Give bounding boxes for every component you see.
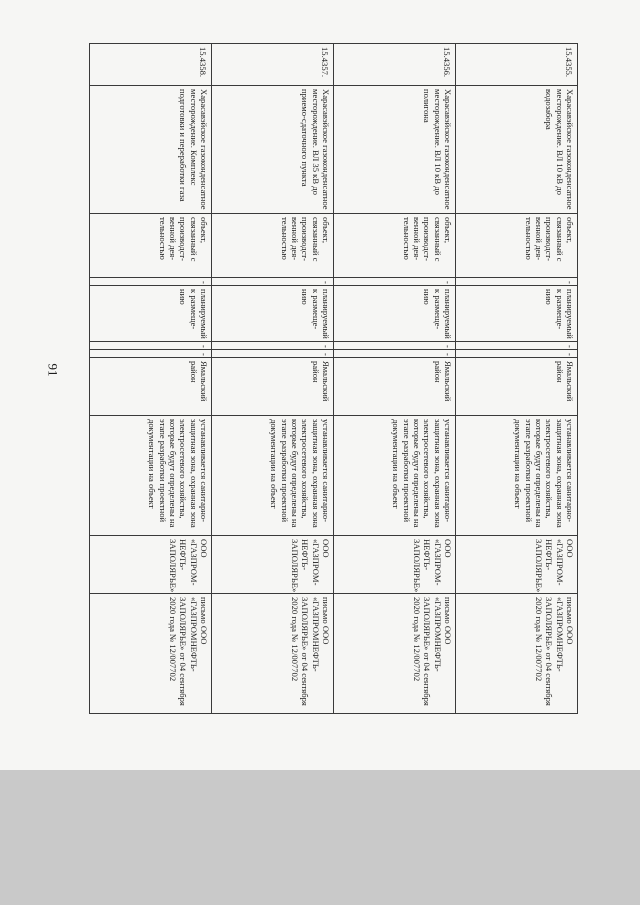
empty-cell: -	[334, 342, 456, 350]
object-location: Ямальский район	[334, 358, 456, 416]
empty-cell: -	[334, 350, 456, 358]
owner: ООО «ГАЗПРОМ-НЕФТЬ-ЗАПОЛЯРЬЕ»	[456, 536, 578, 594]
empty-cell: -	[90, 278, 212, 286]
basis-document: письмо ООО «ГАЗПРОМНЕФТЬ-ЗАПОЛЯРЬЕ» от 04 сентября 2020 года № 12/007702	[456, 594, 578, 714]
table-row	[334, 44, 456, 714]
object-status: планируемый к размеще-нию	[456, 286, 578, 342]
empty-cell: -	[456, 350, 578, 358]
owner: ООО «ГАЗПРОМ-НЕФТЬ-ЗАПОЛЯРЬЕ»	[212, 536, 334, 594]
empty-cell: -	[212, 278, 334, 286]
object-status: планируемый к размеще-нию	[334, 286, 456, 342]
table-row	[212, 44, 334, 714]
object-location: Ямальский район	[90, 358, 212, 416]
page-number: 91	[45, 363, 61, 377]
owner: ООО «ГАЗПРОМ-НЕФТЬ-ЗАПОЛЯРЬЕ»	[334, 536, 456, 594]
zone-description: устанавливается санитарно-защитная зона, охранная зона электросетевого хозяйства, которые будут определены на этапе разработки проектной документации на объект	[90, 416, 212, 536]
empty-cell: -	[456, 278, 578, 286]
object-status: планируемый к размеще-нию	[212, 286, 334, 342]
object-name: Харасавэйское газоконденсатное месторождение. ВЛ 10 кВ до полигона	[334, 86, 456, 214]
owner: ООО «ГАЗПРОМ-НЕФТЬ-ЗАПОЛЯРЬЕ»	[90, 536, 212, 594]
row-number: 15.4358.	[90, 44, 212, 86]
object-name: Харасавэйское газоконденсатное месторождение. Комплекс подготовки и переработки газа	[90, 86, 212, 214]
empty-cell: -	[334, 278, 456, 286]
row-number: 15.4355.	[456, 44, 578, 86]
object-type: объект, связанный с производст-венной дея-тельностью	[334, 214, 456, 278]
empty-cell: -	[456, 342, 578, 350]
object-location: Ямальский район	[212, 358, 334, 416]
zone-description: устанавливается санитарно-защитная зона, охранная зона электросетевого хозяйства, которые будут определены на этапе разработки проектной документации на объект	[334, 416, 456, 536]
object-name: Харасавэйское газоконденсатное месторождение. ВЛ 10 кВ до водозабора	[456, 86, 578, 214]
basis-document: письмо ООО «ГАЗПРОМНЕФТЬ-ЗАПОЛЯРЬЕ» от 04 сентября 2020 года № 12/007702	[212, 594, 334, 714]
zone-description: устанавливается санитарно-защитная зона, охранная зона электросетевого хозяйства, которые будут определены на этапе разработки проектной документации на объект	[212, 416, 334, 536]
table-row	[456, 44, 578, 714]
object-type: объект, связанный с производст-венной дея-тельностью	[212, 214, 334, 278]
empty-cell: -	[90, 342, 212, 350]
table-row	[90, 44, 212, 714]
object-type: объект, связанный с производст-венной дея-тельностью	[456, 214, 578, 278]
empty-cell: -	[90, 350, 212, 358]
empty-cell: -	[212, 342, 334, 350]
row-number: 15.4357.	[212, 44, 334, 86]
zone-description: устанавливается санитарно-защитная зона, охранная зона электросетевого хозяйства, которые будут определены на этапе разработки проектной документации на объект	[456, 416, 578, 536]
object-type: объект, связанный с производст-венной дея-тельностью	[90, 214, 212, 278]
object-location: Ямальский район	[456, 358, 578, 416]
basis-document: письмо ООО «ГАЗПРОМНЕФТЬ-ЗАПОЛЯРЬЕ» от 04 сентября 2020 года № 12/007702	[334, 594, 456, 714]
object-name: Харасавэйское газоконденсатное месторождение. ВЛ 35 кВ до приемо-сдаточного пункта	[212, 86, 334, 214]
basis-document: письмо ООО «ГАЗПРОМНЕФТЬ-ЗАПОЛЯРЬЕ» от 04 сентября 2020 года № 12/007702	[90, 594, 212, 714]
rotated-content	[86, 43, 578, 713]
empty-cell: -	[212, 350, 334, 358]
row-number: 15.4356.	[334, 44, 456, 86]
registry-table	[89, 43, 578, 714]
object-status: планируемый к размеще-нию	[90, 286, 212, 342]
